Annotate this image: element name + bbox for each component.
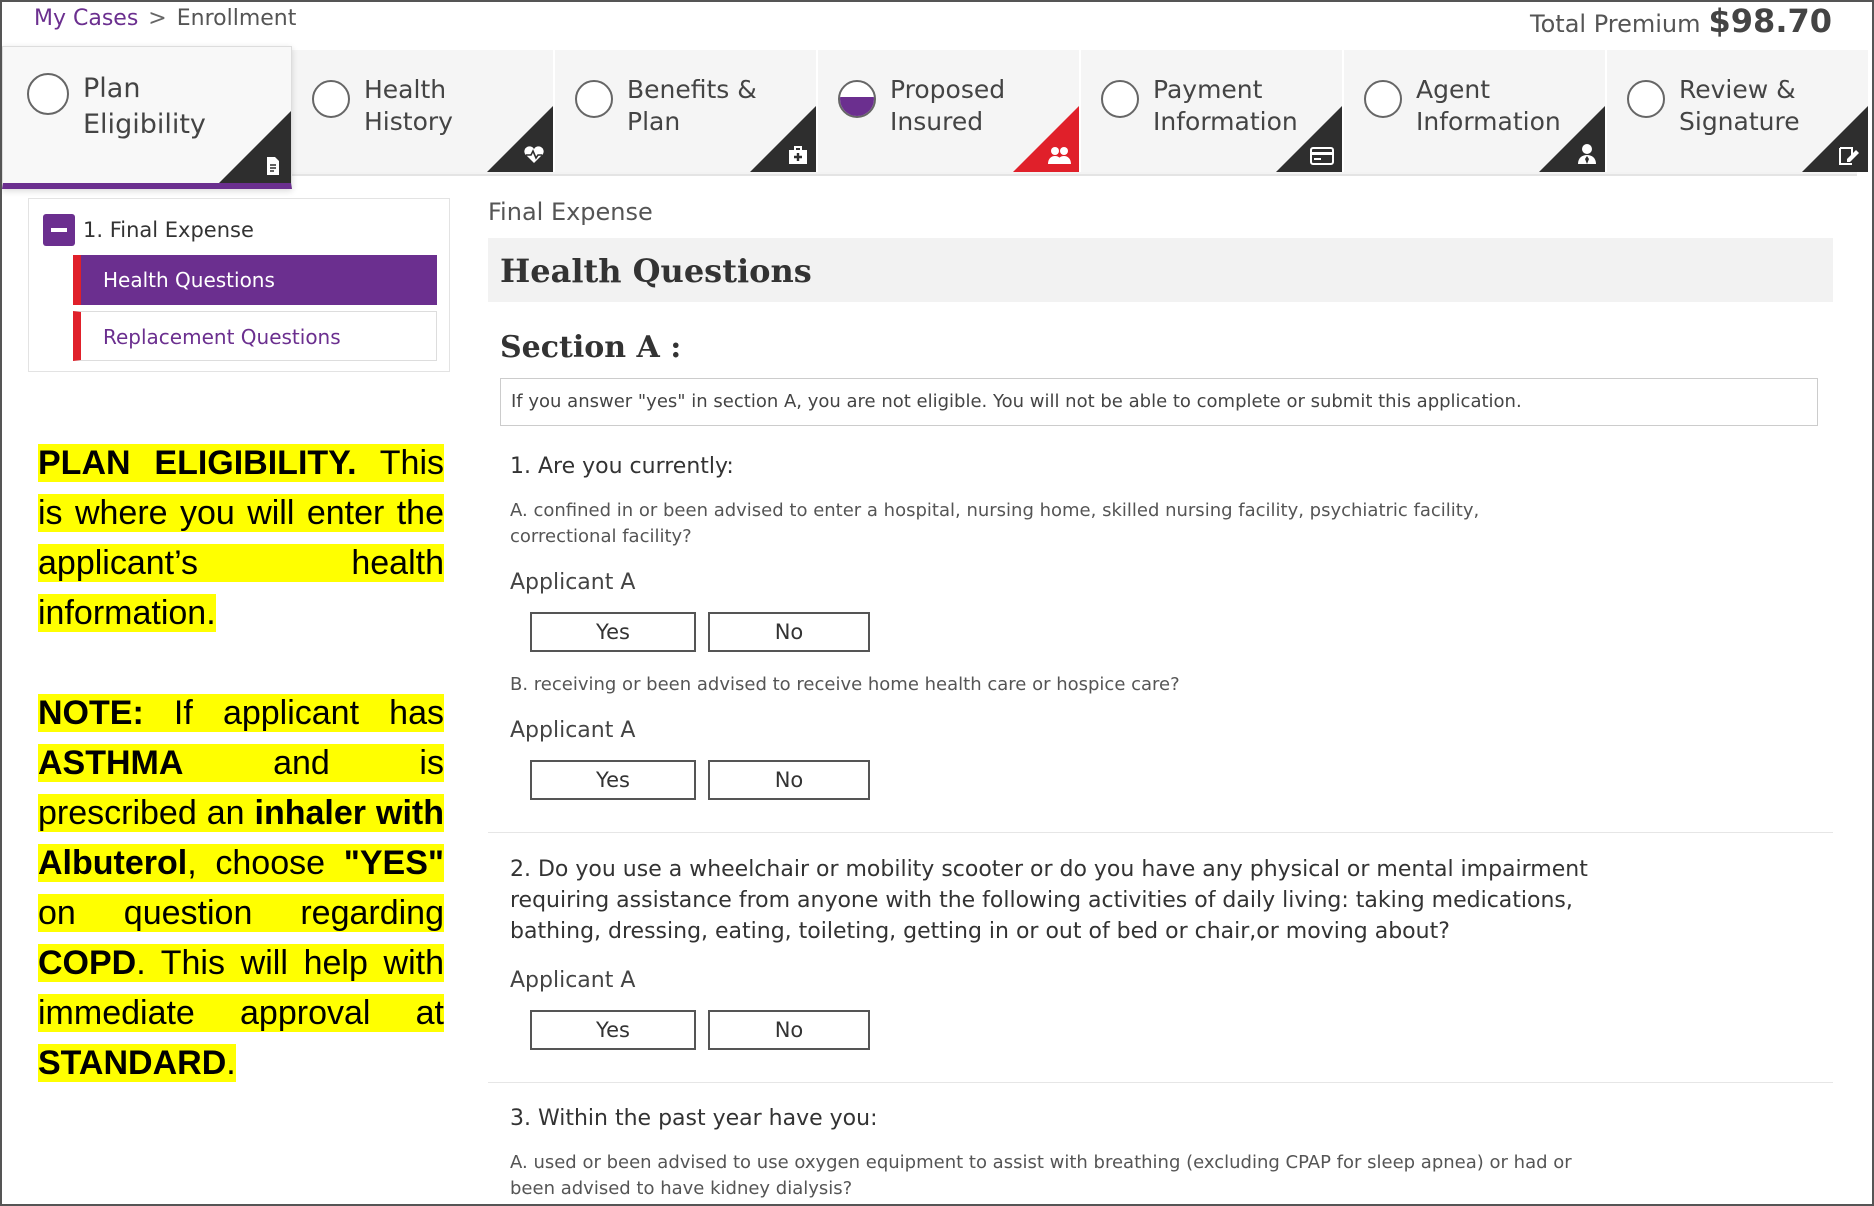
collapse-icon[interactable] [43,214,75,246]
nav-group-title: 1. Final Expense [83,218,254,242]
nav-item-replacement-questions[interactable]: Replacement Questions [73,311,437,361]
q2-no-button[interactable]: No [708,1010,870,1050]
step-benefits-plan[interactable] [555,50,818,172]
question-1: 1. Are you currently: [510,454,734,479]
applicant-label: Applicant A [510,718,636,743]
step-status-circle-icon [27,73,69,115]
annotation-heading: PLAN ELIGIBILITY. [38,444,357,482]
step-label: Review & Signature [1679,75,1800,136]
applicant-label: Applicant A [510,968,636,993]
medical-kit-icon [788,145,808,168]
eligibility-notice: If you answer "yes" in section A, you are not eligible. You will not be able to complete or submit this application. [500,378,1818,426]
q2-yes-button[interactable]: Yes [530,1010,696,1050]
tutorial-annotation [38,438,444,1088]
product-name: Final Expense [488,198,653,226]
annotation-paragraph-1: PLAN ELIGIBILITY. This is where you will enter the applicant’s health information. [38,444,444,632]
step-status-circle-icon [838,80,876,118]
breadcrumb-separator: > [148,6,167,31]
step-label: Payment Information [1153,75,1298,136]
step-label: Agent Information [1416,75,1561,136]
premium-label: Total Premium [1530,10,1701,38]
step-label: Plan Eligibility [83,73,206,140]
step-health-history[interactable] [292,50,555,172]
document-icon [263,156,283,179]
step-payment-information[interactable] [1081,50,1344,172]
heartbeat-icon [523,145,545,168]
question-divider [488,832,1833,833]
q1b-no-button[interactable]: No [708,760,870,800]
nav-item-health-questions[interactable]: Health Questions [73,255,437,305]
section-nav [28,198,450,372]
breadcrumb-current: Enrollment [176,6,297,31]
total-premium [1530,2,1832,40]
breadcrumb [34,6,296,31]
step-label: Benefits & Plan [627,75,757,136]
q1a-yes-button[interactable]: Yes [530,612,696,652]
breadcrumb-my-cases-link[interactable]: My Cases [34,6,139,31]
question-3a: A. used or been advised to use oxygen equipment to assist with breathing (excluding CPAP for sleep apnea) or had or been advised to have kidney dialysis? [510,1152,1572,1199]
section-title: Section A : [500,330,682,365]
question-3: 3. Within the past year have you: [510,1106,878,1131]
people-icon [1047,145,1071,168]
agent-icon [1577,143,1597,168]
step-status-circle-icon [1101,80,1139,118]
q1b-yes-button[interactable]: Yes [530,760,696,800]
step-plan-eligibility[interactable] [2,46,292,189]
nav-group-header[interactable] [43,213,254,247]
step-agent-information[interactable] [1344,50,1607,172]
step-review-signature[interactable] [1607,50,1870,172]
enrollment-steps [2,50,1857,176]
step-status-circle-icon [1627,80,1665,118]
step-status-circle-icon [312,80,350,118]
question-1a: A. confined in or been advised to enter a hospital, nursing home, skilled nursing facility, psychiatric facility, correctional facility? [510,500,1480,547]
q1a-no-button[interactable]: No [708,612,870,652]
applicant-label: Applicant A [510,570,636,595]
annotation-paragraph-2: NOTE: If applicant has ASTHMA and is prescribed an inhaler with Albuterol, choose "YES" on question regarding COPD. This will help with immediate approval at STANDARD. [38,694,444,1082]
question-1b: B. receiving or been advised to receive home health care or hospice care? [510,674,1180,695]
premium-amount: $98.70 [1708,2,1832,40]
step-status-circle-icon [575,80,613,118]
page-title-banner [488,238,1833,302]
signature-icon [1838,145,1860,168]
page-title: Health Questions [500,252,812,290]
question-2: 2. Do you use a wheelchair or mobility scooter or do you have any physical or mental impairment requiring assistance from anyone with the following activities of daily living: taking medications, bathing, dressing, eating, toileting, getting in or out of bed or chair,or moving about? [510,857,1588,944]
step-proposed-insured[interactable] [818,50,1081,172]
step-label: Proposed Insured [890,75,1006,136]
question-divider [488,1082,1833,1083]
step-label: Health History [364,75,453,136]
credit-card-icon [1310,147,1334,168]
step-status-circle-icon [1364,80,1402,118]
